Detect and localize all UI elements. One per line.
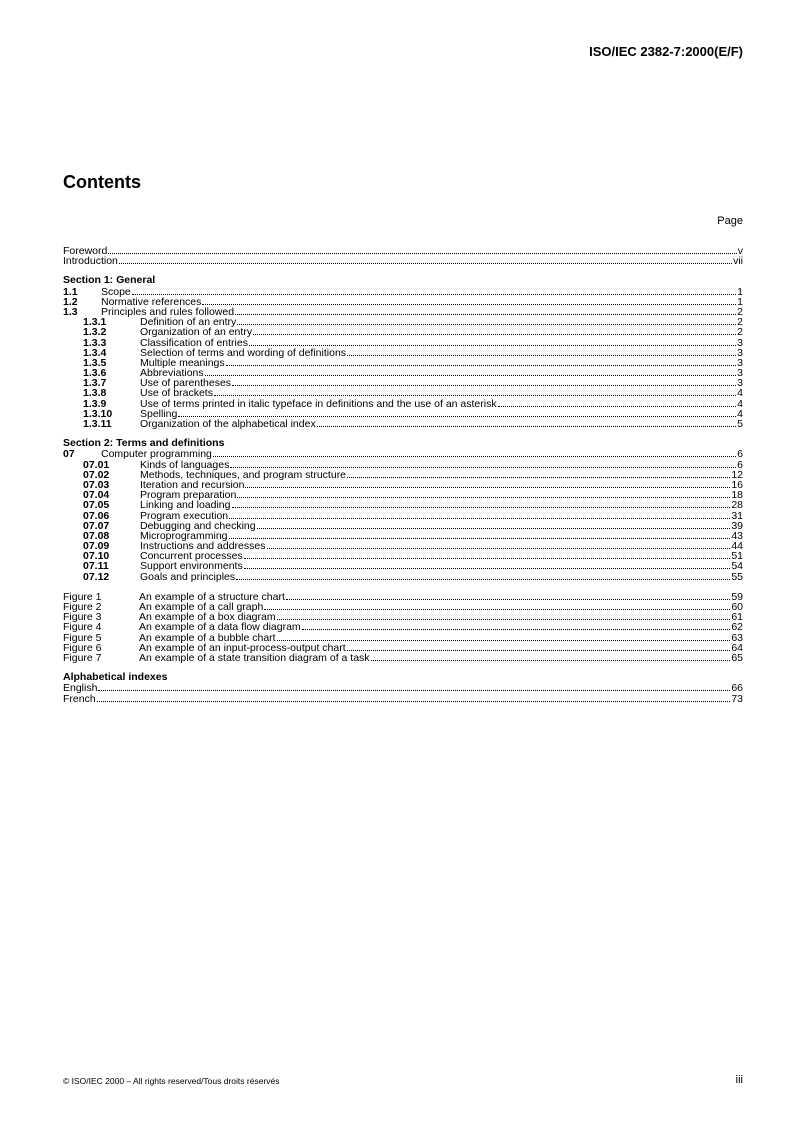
toc-entry-introduction[interactable] — [63, 255, 743, 268]
dot-leader — [253, 326, 736, 335]
toc-entry-page: 64 — [731, 641, 743, 654]
dot-leader — [347, 469, 730, 478]
toc-subentry[interactable] — [63, 530, 743, 540]
toc-figure-entry[interactable] — [63, 611, 743, 624]
dot-leader — [277, 632, 731, 641]
toc-entry-number: 07.07 — [83, 519, 110, 532]
dot-leader — [257, 520, 731, 529]
toc-entry-page: 4 — [737, 397, 743, 410]
toc-entry-text: Program preparation — [140, 489, 237, 502]
toc-entry-text: Multiple meanings — [140, 356, 225, 369]
dot-leader — [214, 387, 736, 396]
toc-entry-number: 1.2 — [63, 295, 78, 308]
dot-leader — [98, 682, 730, 691]
toc-subentry[interactable] — [63, 357, 743, 367]
dot-leader — [119, 255, 732, 264]
toc-subentry[interactable] — [63, 347, 743, 357]
toc-entry-text: Classification of entries — [140, 336, 248, 349]
toc-entry-text: English — [63, 682, 98, 695]
toc-index-entry[interactable] — [63, 682, 743, 695]
toc-subentry[interactable] — [63, 510, 743, 520]
dot-leader — [277, 611, 731, 620]
toc-subentry[interactable] — [63, 316, 743, 329]
toc-entry-text: Instructions and addresses — [140, 540, 266, 553]
section-1-heading: Section 1: General — [63, 274, 156, 287]
dot-leader — [245, 479, 730, 488]
toc-entry-text: Normative references — [101, 295, 202, 308]
dot-leader — [249, 337, 736, 346]
toc-entry-page: 60 — [731, 601, 743, 613]
dot-leader — [347, 642, 731, 651]
dot-leader — [237, 316, 736, 325]
toc-entry-text: Definition of an entry — [140, 316, 237, 329]
toc-entry-page: 3 — [737, 346, 743, 359]
page-column-label: Page — [717, 215, 743, 227]
toc-entry-page: 12 — [731, 468, 743, 481]
toc-subentry[interactable] — [63, 489, 743, 502]
toc-entry-number: 1.3.5 — [83, 356, 107, 369]
toc-entry-text: Use of parentheses — [140, 377, 232, 390]
toc-entry-page: 31 — [731, 509, 743, 522]
toc-figure-entry[interactable] — [63, 601, 743, 611]
toc-entry-page: 1 — [737, 285, 743, 298]
toc-entry-page: 2 — [737, 316, 743, 329]
toc-entry[interactable] — [63, 296, 743, 306]
toc-entry-page: 63 — [731, 631, 743, 644]
toc-entry-number: 1.3.7 — [83, 377, 107, 390]
toc-subentry[interactable] — [63, 459, 743, 469]
toc-entry-number: 07.09 — [83, 540, 110, 553]
toc-entry-number: 1.3.9 — [83, 397, 107, 410]
toc-entry-text: Selection of terms and wording of definitions — [140, 346, 347, 359]
toc-entry-number: 1.3.3 — [83, 336, 107, 349]
toc-entry-page: 55 — [731, 570, 743, 583]
dot-leader — [267, 540, 731, 549]
toc-entry-text: Introduction — [63, 255, 118, 268]
toc-entry-text: Program execution — [140, 509, 229, 522]
toc-entry-foreword[interactable] — [63, 245, 743, 255]
figure-number: Figure 6 — [63, 641, 102, 654]
page-number: iii — [735, 1074, 743, 1086]
toc-entry-page: 5 — [737, 418, 743, 430]
spacer — [63, 265, 743, 275]
toc-entry-text: Foreword — [63, 245, 108, 257]
toc-entry-text: An example of a data flow diagram — [139, 621, 301, 634]
toc-entry-text: An example of a state transition diagram of a task — [139, 651, 370, 664]
toc-entry-page: 1 — [737, 295, 743, 308]
toc-subentry[interactable] — [63, 337, 743, 347]
toc-entry-number: 07.01 — [83, 458, 110, 471]
toc-entry-number: 1.1 — [63, 285, 78, 298]
dot-leader — [229, 510, 730, 519]
toc-entry-number: 07.08 — [83, 529, 110, 542]
dot-leader — [205, 367, 737, 376]
toc-entry[interactable] — [63, 448, 743, 461]
toc-entry-number: 1.3.11 — [83, 418, 112, 430]
toc-entry-page: 2 — [737, 326, 743, 339]
figure-number: Figure 2 — [63, 601, 102, 613]
dot-leader — [230, 459, 736, 468]
toc-entry-number: 07.12 — [83, 570, 110, 583]
toc-entry-number: 1.3.4 — [83, 346, 107, 359]
toc-entry-text: Support environments — [140, 560, 243, 573]
toc-subentry[interactable] — [63, 560, 743, 573]
dot-leader — [226, 357, 737, 366]
toc-entry-text: French — [63, 692, 96, 705]
dot-leader — [302, 621, 731, 630]
toc-entry-text: Scope — [101, 285, 131, 298]
dot-leader — [108, 245, 736, 254]
toc-entry-text: Linking and loading — [140, 499, 231, 512]
toc-figure-entry[interactable] — [63, 632, 743, 642]
dot-leader — [264, 601, 730, 610]
toc-entry-text: An example of an input-process-output chart — [139, 641, 346, 654]
toc-entry-text: Computer programming — [101, 448, 212, 461]
dot-leader — [97, 693, 731, 702]
toc-entry-page: 66 — [731, 682, 743, 695]
dot-leader — [498, 398, 737, 407]
toc-entry-page: 65 — [731, 651, 743, 664]
toc-entry-text: Iteration and recursion — [140, 478, 245, 491]
toc-subentry[interactable] — [63, 520, 743, 530]
toc-entry-page: 2 — [737, 305, 743, 318]
toc-entry-text: Spelling — [140, 407, 178, 420]
dot-leader — [237, 489, 730, 498]
toc-entry-number: 07 — [63, 448, 75, 461]
toc-entry-page: 6 — [737, 448, 743, 461]
toc-entry-page: 3 — [737, 356, 743, 369]
toc-subentry[interactable] — [63, 418, 743, 428]
toc-entry-text: Organization of the alphabetical index — [140, 418, 316, 430]
toc-subentry[interactable] — [63, 398, 743, 408]
toc-figure-entry[interactable] — [63, 642, 743, 652]
toc-figure-entry[interactable] — [63, 621, 743, 634]
toc-entry-page: 3 — [737, 377, 743, 390]
dot-leader — [236, 571, 730, 580]
toc-entry-text: Abbreviations — [140, 367, 204, 380]
toc-subentry[interactable] — [63, 479, 743, 489]
dot-leader — [244, 560, 731, 569]
toc-entry-number: 1.3.6 — [83, 367, 107, 380]
toc-entry-number: 1.3.8 — [83, 387, 107, 400]
toc-entry-page: 44 — [731, 540, 743, 553]
toc-entry-number: 07.06 — [83, 509, 110, 522]
toc-entry-number: 07.02 — [83, 468, 110, 481]
toc-entry-text: Debugging and checking — [140, 519, 256, 532]
figure-number: Figure 4 — [63, 621, 102, 634]
dot-leader — [232, 499, 731, 508]
toc-entry-text: An example of a structure chart — [139, 590, 285, 603]
toc-index-entry[interactable] — [63, 693, 743, 703]
section-2-heading: Section 2: Terms and definitions — [63, 437, 225, 450]
toc-entry-number: 07.11 — [83, 560, 109, 573]
dot-leader — [317, 418, 736, 427]
toc-entry-text: Kinds of languages — [140, 458, 230, 471]
toc-entry-text: Use of brackets — [140, 387, 213, 400]
toc-subentry[interactable] — [63, 326, 743, 339]
toc-entry-number: 07.03 — [83, 478, 110, 491]
toc-entry-text: Use of terms printed in italic typeface in definitions and the use of an asterisk — [140, 397, 497, 410]
toc-entry-text: Methods, techniques, and program structure — [140, 468, 347, 481]
dot-leader — [229, 530, 731, 539]
toc-entry-page: 4 — [737, 387, 743, 400]
toc-figure-entry[interactable] — [63, 652, 743, 662]
toc-subentry[interactable] — [63, 540, 743, 553]
toc-entry-page: 54 — [731, 560, 743, 573]
indexes-heading: Alphabetical indexes — [63, 671, 168, 684]
dot-leader — [132, 286, 736, 295]
toc-entry-text: An example of a bubble chart — [139, 631, 276, 644]
toc-entry-text: Principles and rules followed — [101, 305, 235, 318]
toc-entry-page: v — [737, 245, 743, 257]
figure-number: Figure 5 — [63, 631, 102, 644]
toc-subentry[interactable] — [63, 499, 743, 512]
toc-figure-entry[interactable] — [63, 591, 743, 601]
dot-leader — [347, 347, 736, 356]
toc-entry-text: Concurrent processes — [140, 550, 243, 563]
toc-subentry[interactable] — [63, 377, 743, 390]
toc-entry-page: 51 — [731, 550, 743, 563]
toc-subentry[interactable] — [63, 571, 743, 581]
toc-entry-page: 62 — [731, 621, 743, 634]
toc-entry-text: An example of a box diagram — [139, 611, 276, 624]
toc-subentry[interactable] — [63, 367, 743, 380]
toc-entry-page: 43 — [731, 529, 743, 542]
toc-entry-page: 6 — [737, 458, 743, 471]
dot-leader — [286, 591, 730, 600]
toc-entry-number: 1.3.2 — [83, 326, 107, 339]
dot-leader — [235, 306, 736, 315]
toc-entry-text: An example of a call graph — [139, 601, 264, 613]
toc-entry-page: 18 — [731, 489, 743, 502]
toc-entry-page: vii — [733, 255, 743, 268]
toc-entry-text: Organization of an entry — [140, 326, 253, 339]
dot-leader — [178, 408, 736, 417]
figure-number: Figure 3 — [63, 611, 102, 624]
figure-number: Figure 1 — [63, 590, 102, 603]
dot-leader — [213, 448, 736, 457]
toc-entry-number: 07.10 — [83, 550, 110, 563]
table-of-contents — [63, 245, 743, 703]
toc-entry-page: 61 — [731, 611, 743, 624]
toc-entry-number: 1.3.1 — [83, 316, 107, 329]
dot-leader — [232, 377, 736, 386]
toc-entry-page: 39 — [731, 519, 743, 532]
toc-entry-text: Goals and principles — [140, 570, 236, 583]
toc-subentry[interactable] — [63, 469, 743, 479]
toc-entry-number: 1.3 — [63, 305, 78, 318]
toc-entry-number: 1.3.10 — [83, 407, 113, 420]
toc-entry-page: 4 — [737, 407, 743, 420]
copyright-footer: © ISO/IEC 2000 – All rights reserved/Tous droits réservés — [63, 1076, 280, 1086]
toc-entry-page: 3 — [737, 367, 743, 380]
toc-subentry[interactable] — [63, 387, 743, 400]
toc-subentry[interactable] — [63, 550, 743, 563]
toc-entry-page: 16 — [731, 478, 743, 491]
dot-leader — [371, 652, 731, 661]
dot-leader — [244, 550, 731, 559]
figure-number: Figure 7 — [63, 651, 102, 664]
document-id-header: ISO/IEC 2382-7:2000(E/F) — [589, 44, 743, 59]
toc-entry-page: 73 — [731, 692, 743, 705]
toc-entry[interactable] — [63, 306, 743, 316]
toc-entry-page: 28 — [731, 499, 743, 512]
toc-entry-text: Microprogramming — [140, 529, 228, 542]
toc-subentry[interactable] — [63, 408, 743, 418]
page-title: Contents — [63, 172, 141, 192]
toc-entry-page: 59 — [731, 590, 743, 603]
toc-entry-page: 3 — [737, 336, 743, 349]
dot-leader — [202, 296, 736, 305]
toc-entry-number: 07.05 — [83, 499, 110, 512]
toc-entry[interactable] — [63, 286, 743, 296]
toc-entry-number: 07.04 — [83, 489, 110, 502]
